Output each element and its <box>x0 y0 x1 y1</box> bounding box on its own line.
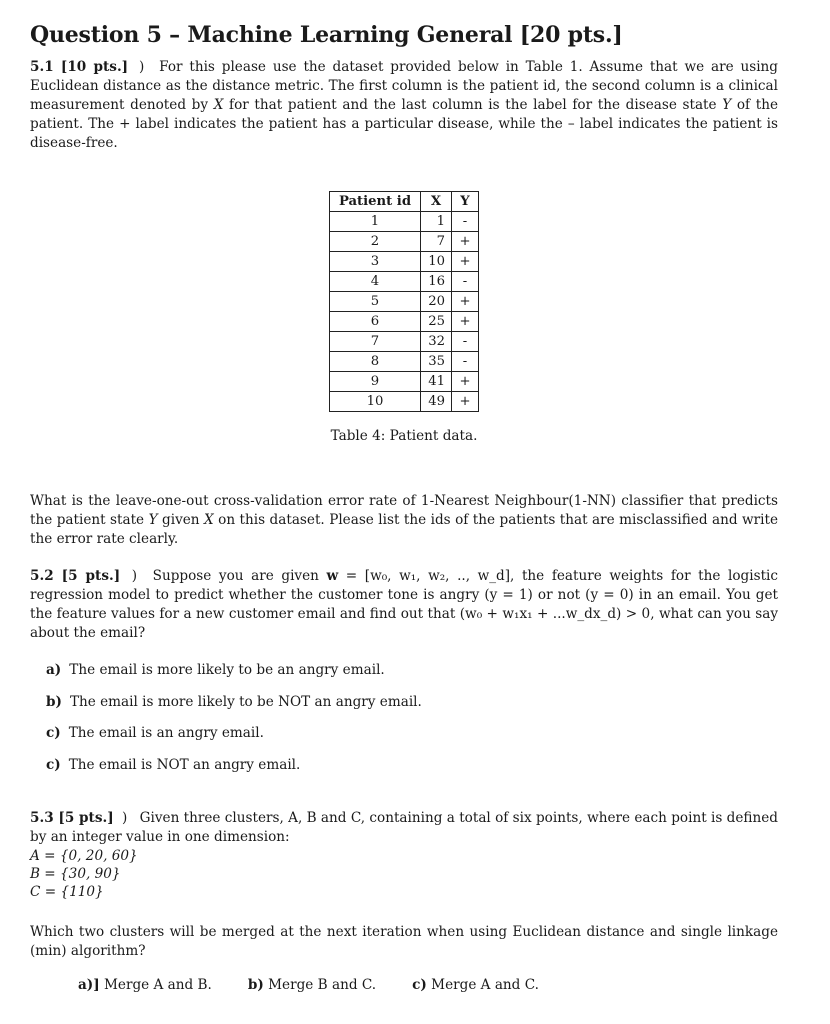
q51-question <box>30 492 778 549</box>
cell-x: 1 <box>421 212 452 232</box>
cell-x: 7 <box>421 232 452 252</box>
option-key: c) <box>46 756 61 773</box>
header-patient-id: Patient id <box>330 192 421 212</box>
cell-x: 49 <box>421 392 452 412</box>
q53-question: Which two clusters will be merged at the next iteration when using Euclidean distance and single linkage (min) algorithm? <box>30 923 778 959</box>
table-row <box>330 352 479 372</box>
cell-x: 25 <box>421 312 452 332</box>
table-row <box>330 372 479 392</box>
q52-text-1: Suppose you are given <box>152 568 327 584</box>
cell-y: + <box>452 252 479 272</box>
table-row <box>330 212 479 232</box>
header-y: Y <box>452 192 479 212</box>
cell-patient-id: 10 <box>330 392 421 412</box>
q51-number: 5.1 [10 pts.] <box>30 59 129 75</box>
option-key: b) <box>247 976 264 993</box>
option-key: a)] <box>78 976 100 993</box>
cell-x: 41 <box>421 372 452 392</box>
q53-text <box>30 809 778 847</box>
cell-y: + <box>452 372 479 392</box>
q52-options <box>46 661 778 775</box>
cell-x: 35 <box>421 352 452 372</box>
option-text: The email is an angry email. <box>68 725 264 741</box>
q51-paren: ) <box>138 59 145 75</box>
q52-option-c2 <box>46 756 778 775</box>
q52-text-2: = [w₀, w₁, w₂, .., w_d], the feature weights for the logistic regression model to predict whether the customer tone is angry (y = 1) or not (y = 0) in an email. You get the feature values for a new customer email and find out that (w₀ + w₁x₁ + ...w_dx_d) > 0, what can you say about the email? <box>30 568 778 641</box>
cell-x: 20 <box>421 292 452 312</box>
table-row <box>330 332 479 352</box>
cell-x: 32 <box>421 332 452 352</box>
q51-intro-1: For this please use the dataset provided below in Table 1. Assume that we are using Euclidean distance as the distance metric. The first column is the patient id, the second column is a clinical measurement denoted by <box>30 59 779 113</box>
q52-option-c <box>46 724 778 743</box>
q53-number: 5.3 [5 pts.] <box>30 809 114 826</box>
cell-patient-id: 6 <box>330 312 421 332</box>
cell-patient-id: 8 <box>330 352 421 372</box>
cell-patient-id: 7 <box>330 332 421 352</box>
option-key: b) <box>46 693 62 710</box>
option-text: Merge A and C. <box>431 976 539 993</box>
q51-intro-2: for that patient and the last column is the label for the disease state <box>223 97 723 113</box>
cell-y: - <box>452 212 479 232</box>
cell-y: - <box>452 332 479 352</box>
option-text: Merge B and C. <box>268 976 377 993</box>
table-row <box>330 392 479 412</box>
cell-y: + <box>452 392 479 412</box>
cell-y: + <box>452 232 479 252</box>
q-var-y: Y <box>148 512 158 528</box>
q53-body: Given three clusters, A, B and C, containing a total of six points, where each point is defined by an integer value in one dimension: <box>30 809 778 845</box>
cell-x: 16 <box>421 272 452 292</box>
q52-text <box>30 567 778 643</box>
w-bold: w <box>326 568 339 584</box>
option-text: The email is more likely to be NOT an angry email. <box>69 693 422 710</box>
cell-y: + <box>452 292 479 312</box>
table-row <box>330 312 479 332</box>
q51-intro <box>30 58 778 153</box>
q51-question-2: given <box>157 512 205 528</box>
set-a: A = {0, 20, 60} <box>30 847 138 864</box>
header-x: X <box>421 192 452 212</box>
cell-y: - <box>452 352 479 372</box>
q53-option-a <box>78 977 212 993</box>
cell-patient-id: 1 <box>330 212 421 232</box>
question-title: Question 5 – Machine Learning General [20 pts.] <box>30 22 623 48</box>
table-caption: Table 4: Patient data. <box>330 428 478 444</box>
option-text: Merge A and B. <box>104 976 212 993</box>
q51-intro-3: of the patient. The + label indicates the patient has a particular disease, while the – label indicates the patient is disease-free. <box>30 97 778 151</box>
cell-y: + <box>452 312 479 332</box>
cell-patient-id: 5 <box>330 292 421 312</box>
q51-question-3: on this dataset. Please list the ids of the patients that are misclassified and write the error rate clearly. <box>30 512 779 547</box>
option-text: The email is more likely to be an angry email. <box>69 662 385 678</box>
cell-patient-id: 3 <box>330 252 421 272</box>
option-text: The email is NOT an angry email. <box>68 756 301 773</box>
var-x: X <box>213 97 224 113</box>
q53-options <box>78 977 778 993</box>
q52-option-b <box>46 693 778 712</box>
q53-paren: ) <box>121 809 128 826</box>
table-row <box>330 252 479 272</box>
patient-table <box>329 191 479 412</box>
set-c: C = {110} <box>30 883 104 900</box>
cell-y: - <box>452 272 479 292</box>
table-header-row <box>330 192 479 212</box>
q53-option-b <box>248 977 376 993</box>
q-var-x: X <box>204 512 214 528</box>
q52-option-a <box>46 661 778 680</box>
option-key: a) <box>46 662 62 678</box>
q53-option-c <box>412 977 539 993</box>
q52-paren: ) <box>131 568 138 584</box>
cell-x: 10 <box>421 252 452 272</box>
table-row <box>330 292 479 312</box>
document-page <box>30 22 778 993</box>
cell-patient-id: 9 <box>330 372 421 392</box>
cell-patient-id: 4 <box>330 272 421 292</box>
table-row <box>330 232 479 252</box>
q52-number: 5.2 [5 pts.] <box>30 568 121 584</box>
set-b: B = {30, 90} <box>30 865 121 882</box>
cluster-sets <box>30 847 778 901</box>
cell-patient-id: 2 <box>330 232 421 252</box>
var-y: Y <box>722 97 732 113</box>
q51-question-1: What is the leave-one-out cross-validation error rate of 1-Nearest Neighbour(1-NN) classifier that predicts the patient state <box>30 493 778 528</box>
option-key: c) <box>46 725 61 741</box>
table-row <box>330 272 479 292</box>
option-key: c) <box>412 976 427 993</box>
